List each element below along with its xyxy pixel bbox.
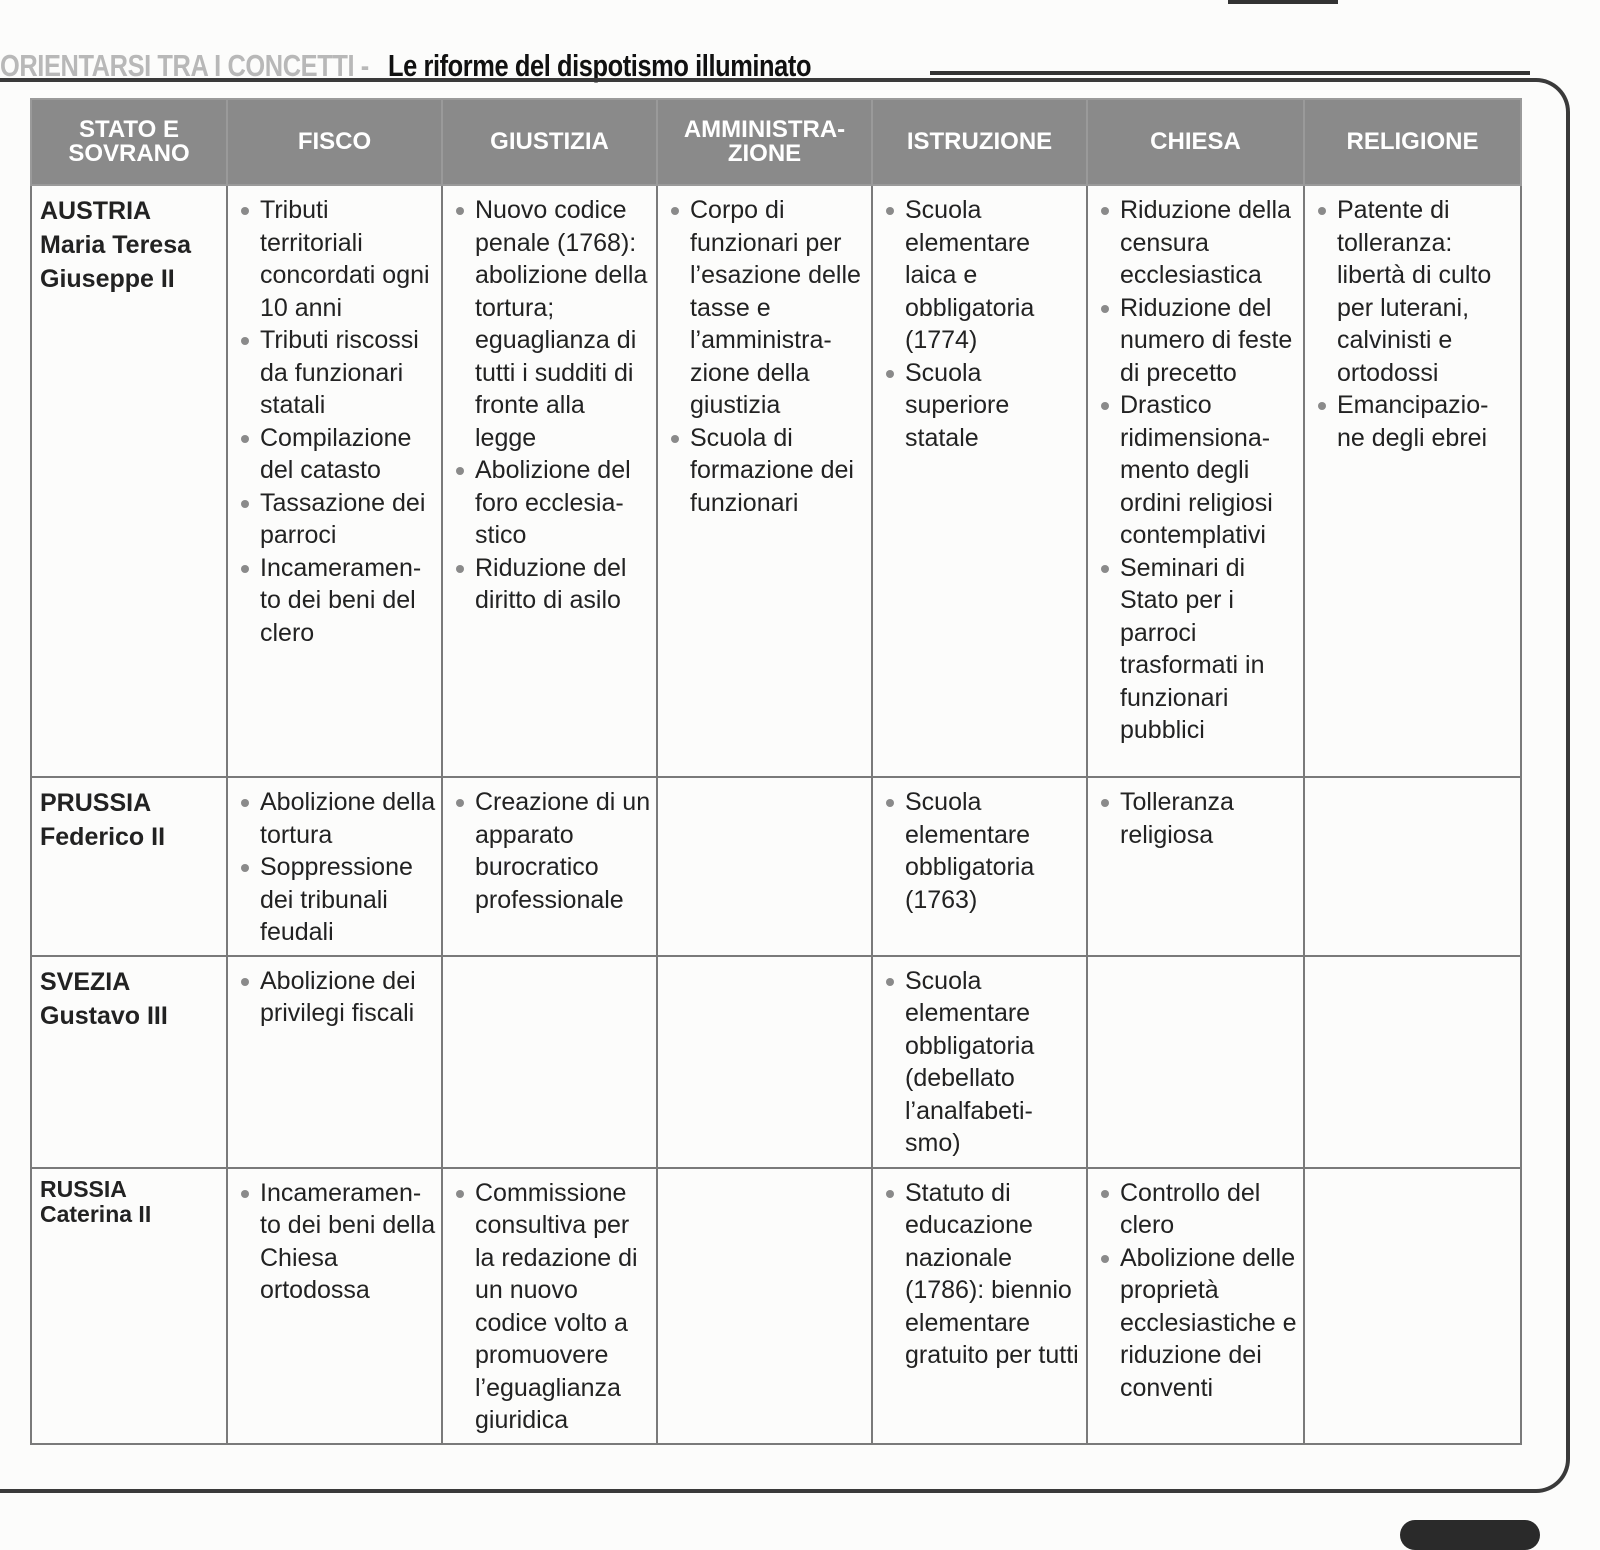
state-cell <box>31 956 227 1168</box>
state-name: AUSTRIA <box>40 197 152 225</box>
table-row <box>31 777 1521 956</box>
reform-list <box>451 786 652 916</box>
cell-amministrazione <box>657 185 872 777</box>
ruler-name: Giuseppe II <box>40 265 175 293</box>
cell-religione <box>1304 185 1521 777</box>
table-row <box>31 956 1521 1168</box>
column-header-religione: RELIGIONE <box>1304 99 1521 185</box>
list-item: Riduzione della censura ecclesiastica <box>1096 194 1299 292</box>
column-header-state: STATO E SOVRANO <box>31 99 227 185</box>
header-rule <box>930 71 1530 75</box>
list-item: Riduzione del diritto di asilo <box>451 552 652 617</box>
list-item: Creazione di un apparato burocratico professionale <box>451 786 652 916</box>
ruler-name: Maria Teresa <box>40 231 192 259</box>
ruler-name: Federico II <box>40 823 166 851</box>
cell-amministrazione <box>657 777 872 956</box>
list-item: Tassazione dei parroci <box>236 487 437 552</box>
list-item: Scuola elementare obbligatoria (1763) <box>881 786 1082 916</box>
list-item: Patente di tolleranza: libertà di culto per luterani, calvinisti e ortodossi <box>1313 194 1516 389</box>
table-header-row <box>31 99 1521 185</box>
list-item: Seminari di Stato per i parroci trasformati in funzionari pubblici <box>1096 552 1299 747</box>
table-row <box>31 185 1521 777</box>
list-item: Incameramen-to dei beni del clero <box>236 552 437 650</box>
list-item: Scuola elementare laica e obbligatoria (1774) <box>881 194 1082 357</box>
list-item: Abolizione dei privilegi fiscali <box>236 965 437 1030</box>
list-item: Scuola superiore statale <box>881 357 1082 455</box>
reform-list <box>881 786 1082 916</box>
column-header-chiesa: CHIESA <box>1087 99 1304 185</box>
list-item: Scuola di formazione dei funzionari <box>666 422 867 520</box>
state-name: SVEZIA <box>40 967 131 996</box>
section-kicker: ORIENTARSI TRA I CONCETTI - <box>0 48 369 83</box>
cell-giustizia <box>442 185 657 777</box>
reform-list <box>451 194 652 617</box>
reform-list <box>236 965 437 1030</box>
column-header-fisco: FISCO <box>227 99 442 185</box>
cell-istruzione <box>872 777 1087 956</box>
cell-fisco <box>227 777 442 956</box>
cell-amministrazione <box>657 1168 872 1444</box>
state-cell <box>31 185 227 777</box>
reform-list <box>236 1177 437 1307</box>
list-item: Commissione consultiva per la redazione di un nuovo codice volto a promuovere l’eguaglianza giuridica <box>451 1177 652 1437</box>
cell-istruzione <box>872 1168 1087 1444</box>
cell-istruzione <box>872 185 1087 777</box>
ruler-name: Caterina II <box>40 1200 152 1227</box>
page-title: Le riforme del dispotismo illuminato <box>387 48 811 83</box>
reform-list <box>666 194 867 519</box>
cell-amministrazione <box>657 956 872 1168</box>
cell-fisco <box>227 185 442 777</box>
cell-fisco <box>227 956 442 1168</box>
list-item: Corpo di funzionari per l’esazione delle tasse e l’amministra-zione della giustizia <box>666 194 867 422</box>
table-body <box>31 185 1521 1444</box>
reforms-table-container <box>30 98 1520 1445</box>
reform-list <box>451 1177 652 1437</box>
cell-giustizia <box>442 956 657 1168</box>
list-item: Nuovo codice penale (1768): abolizione della tortura; eguaglianza di tutti i sudditi di fronte alla legge <box>451 194 652 454</box>
reform-list <box>1096 194 1299 747</box>
state-name: PRUSSIA <box>40 789 152 817</box>
state-name: RUSSIA <box>40 1175 127 1202</box>
reform-list <box>1313 194 1516 454</box>
list-item: Compilazione del catasto <box>236 422 437 487</box>
column-header-giustizia: GIUSTIZIA <box>442 99 657 185</box>
reform-list <box>236 786 437 949</box>
list-item: Scuola elementare obbligatoria (debellato l’analfabeti-smo) <box>881 965 1082 1160</box>
cell-religione <box>1304 777 1521 956</box>
list-item: Tributi territoriali concordati ogni 10 anni <box>236 194 437 324</box>
list-item: Incameramen-to dei beni della Chiesa ortodossa <box>236 1177 437 1307</box>
column-header-istruzione: ISTRUZIONE <box>872 99 1087 185</box>
list-item: Controllo del clero <box>1096 1177 1299 1242</box>
cell-chiesa <box>1087 956 1304 1168</box>
cell-fisco <box>227 1168 442 1444</box>
table-row <box>31 1168 1521 1444</box>
page-corner-tab <box>1400 1520 1540 1550</box>
column-header-amministrazione: AMMINISTRA-ZIONE <box>657 99 872 185</box>
list-item: Emancipazio-ne degli ebrei <box>1313 389 1516 454</box>
list-item: Tolleranza religiosa <box>1096 786 1299 851</box>
list-item: Abolizione della tortura <box>236 786 437 851</box>
reform-list <box>1096 1177 1299 1405</box>
reforms-table <box>30 98 1522 1445</box>
list-item: Tributi riscossi da funzionari statali <box>236 324 437 422</box>
reform-list <box>1096 786 1299 851</box>
cell-giustizia <box>442 777 657 956</box>
list-item: Abolizione del foro ecclesia-stico <box>451 454 652 552</box>
list-item: Abolizione delle proprietà ecclesiastiche e riduzione dei conventi <box>1096 1242 1299 1405</box>
reform-list <box>236 194 437 649</box>
cell-religione <box>1304 1168 1521 1444</box>
state-cell <box>31 1168 227 1444</box>
list-item: Soppressione dei tribunali feudali <box>236 851 437 949</box>
state-cell <box>31 777 227 956</box>
cell-chiesa <box>1087 1168 1304 1444</box>
reform-list <box>881 1177 1082 1372</box>
ruler-name: Gustavo III <box>40 1001 168 1030</box>
cell-giustizia <box>442 1168 657 1444</box>
reform-list <box>881 965 1082 1160</box>
list-item: Riduzione del numero di feste di precetto <box>1096 292 1299 390</box>
reform-list <box>881 194 1082 454</box>
cell-religione <box>1304 956 1521 1168</box>
cell-chiesa <box>1087 185 1304 777</box>
page-top-mark <box>1228 0 1338 4</box>
list-item: Drastico ridimensiona-mento degli ordini religiosi contemplativi <box>1096 389 1299 552</box>
list-item: Statuto di educazione nazionale (1786): biennio elementare gratuito per tutti <box>881 1177 1082 1372</box>
cell-istruzione <box>872 956 1087 1168</box>
cell-chiesa <box>1087 777 1304 956</box>
